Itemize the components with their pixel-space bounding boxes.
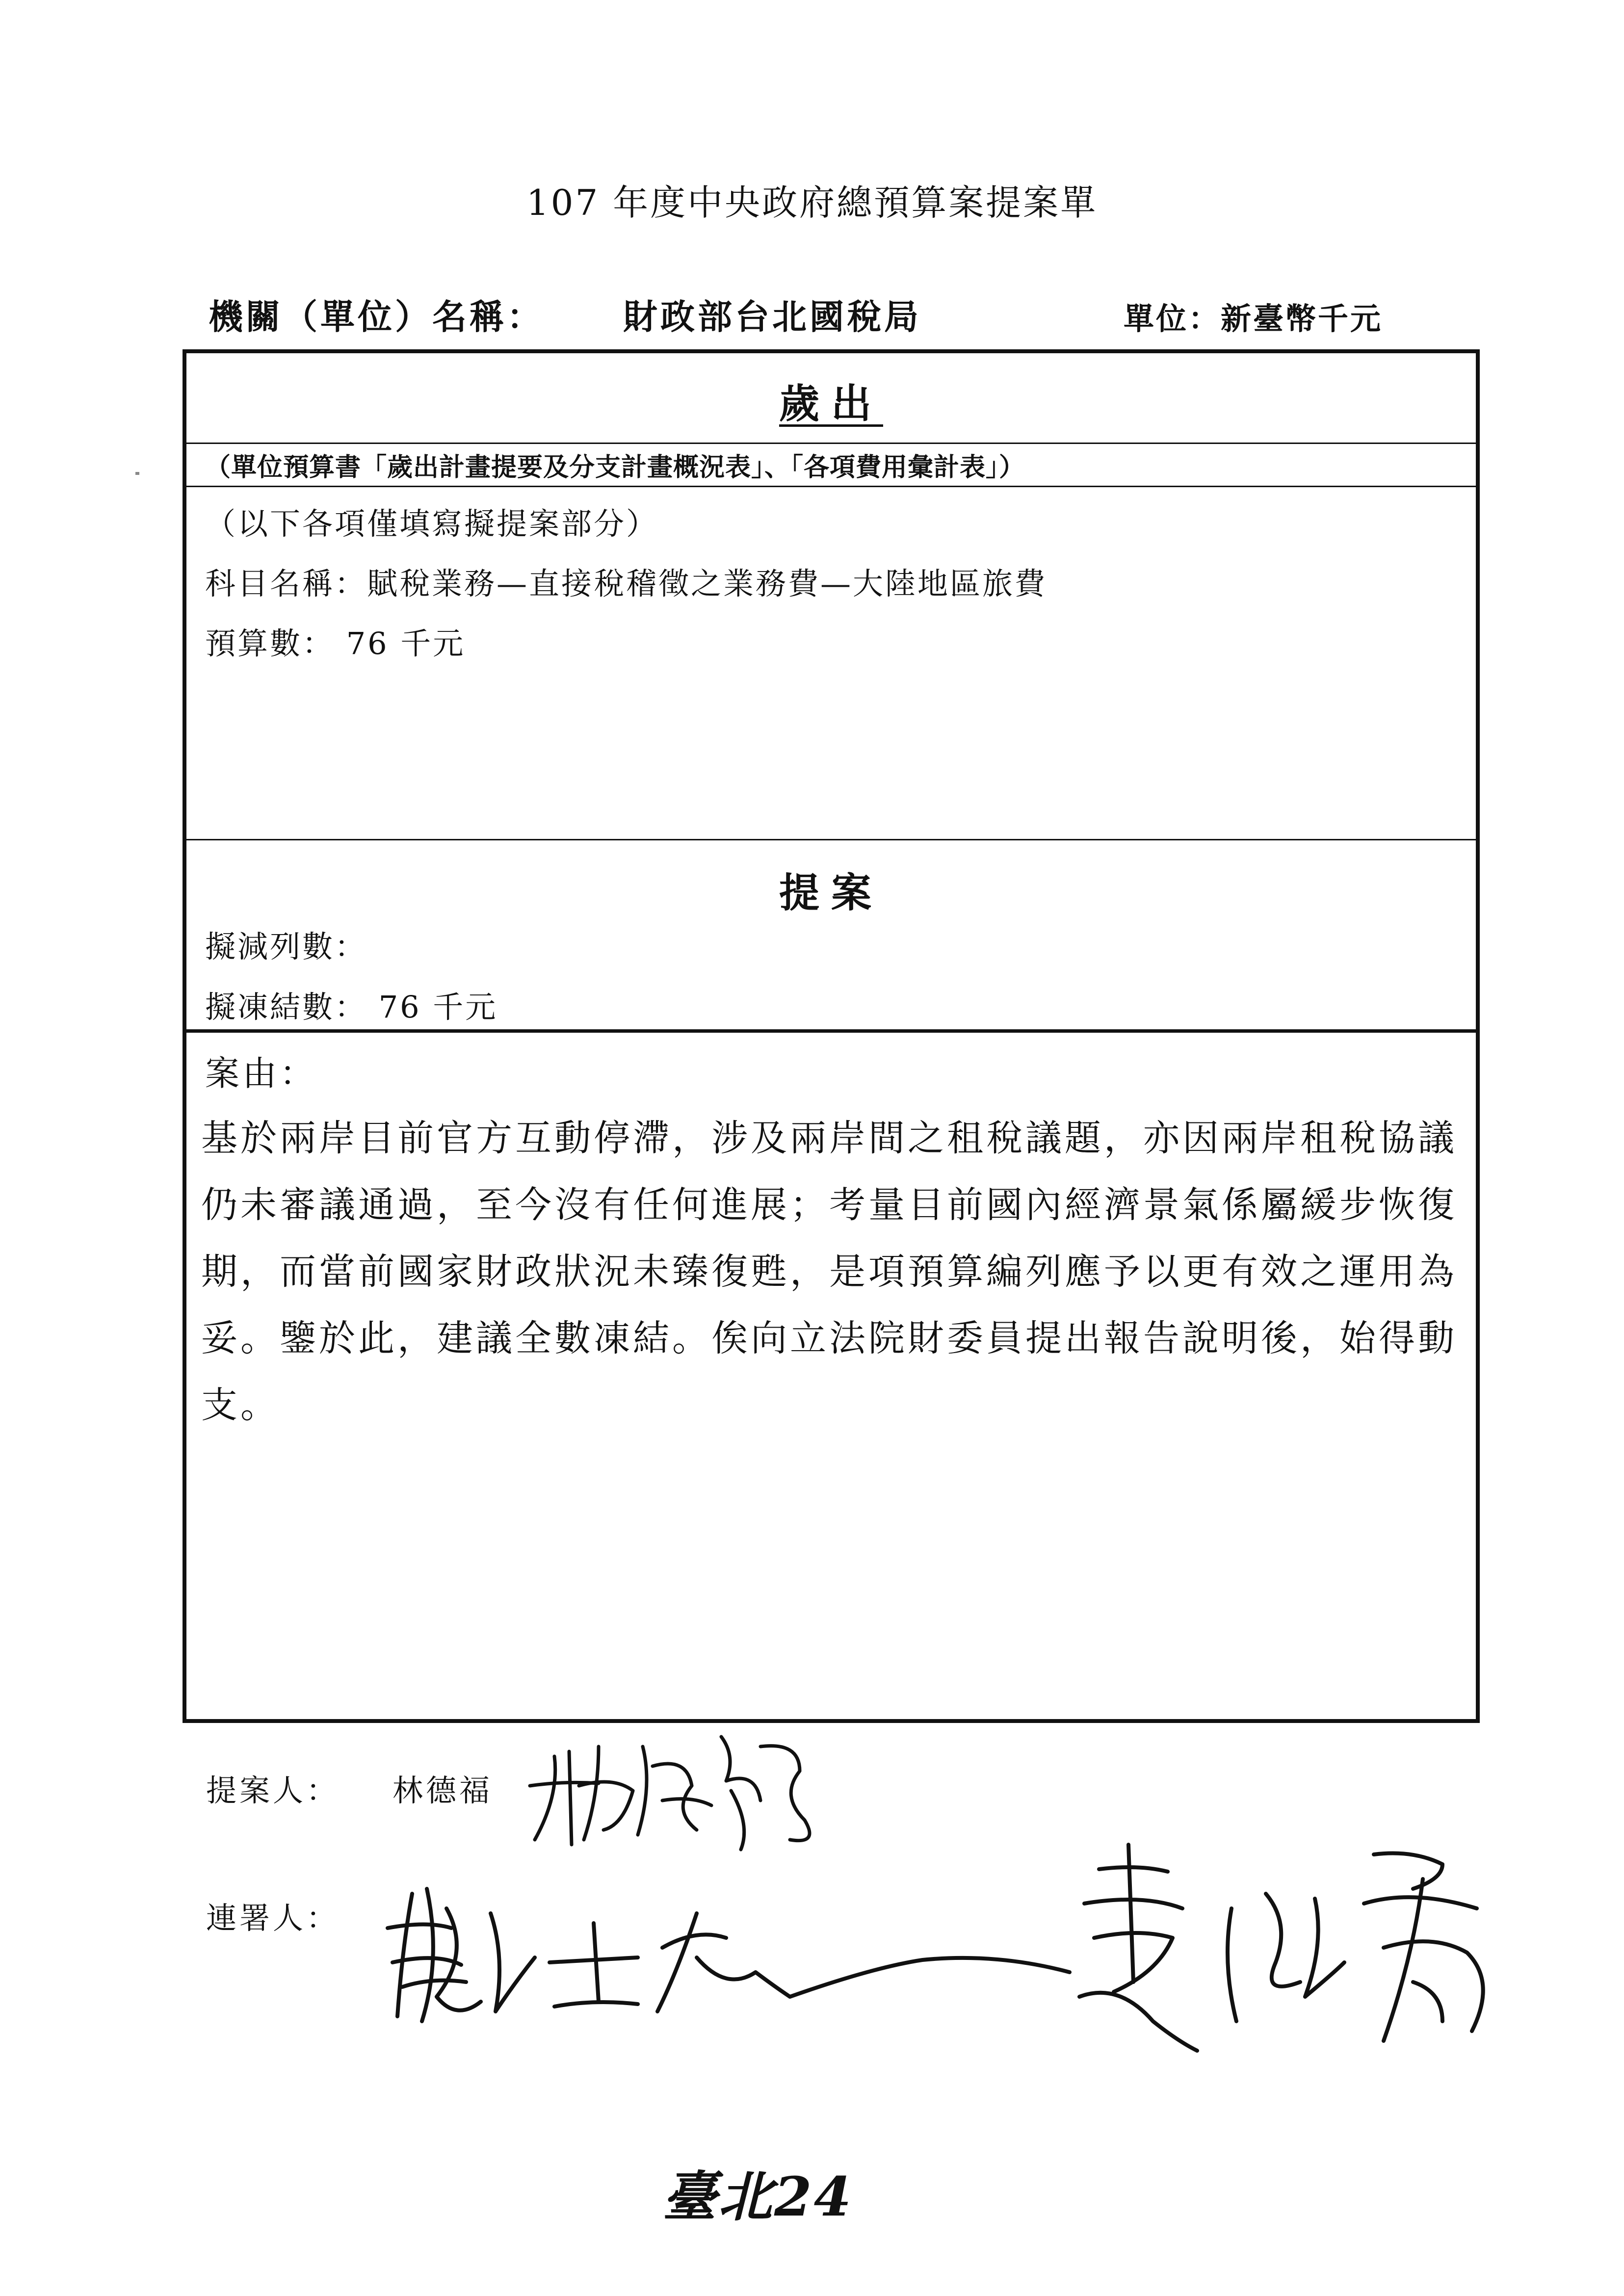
currency-unit: 單位：新臺幣千元 (1124, 301, 1383, 337)
proposer-signature (525, 1727, 819, 1856)
fill-note: （以下各項僅填寫擬提案部分） (205, 506, 659, 542)
subject-name: 科目名稱：賦稅業務—直接稅稽徵之業務費—大陸地區旅費 (205, 566, 1048, 601)
budget-amount: 預算數： 76 千元 (205, 626, 466, 661)
proposal-heading: 提案 (779, 869, 883, 916)
proposal-form (183, 349, 1480, 1723)
page-title: 107 年度中央政府總預算案提案單 (526, 182, 1098, 223)
divider (186, 839, 1476, 840)
reference-note: （單位預算書「歲出計畫提要及分支計畫概況表」、「各項費用彙計表」） (205, 452, 1025, 482)
expenditure-heading (186, 372, 1476, 429)
reason-text: 基於兩岸目前官方互動停滯，涉及兩岸間之租稅議題，亦因兩岸租稅協議仍未審議通過，至今沒有任何進展；考量目前國內經濟景氣係屬緩步恢復期，而當前國家財政狀況未臻復甦，是項預算編列應予以更有效之運用為妥。鑒於此，建議全數凍結。俟向立法院財委員提出報告說明後，始得動支。 (201, 1117, 1457, 1426)
page-number-mark: 臺北24 (662, 2165, 854, 2228)
cosigner-signature-1 (383, 1874, 1094, 2038)
scan-speck (135, 472, 139, 475)
expenditure-heading-text: 歲出 (779, 380, 883, 427)
cosigner-signature-2 (1070, 1835, 1521, 2072)
divider (186, 486, 1476, 487)
freeze-amount: 擬凍結數： 76 千元 (205, 989, 498, 1025)
reduce-amount: 擬減列數： (205, 929, 367, 965)
proposer-label: 提案人： (206, 1773, 340, 1808)
divider (186, 1029, 1476, 1033)
agency-label: 機關（單位）名稱： (209, 296, 544, 337)
cosigner-label: 連署人： (206, 1900, 340, 1936)
proposer-name: 林德福 (393, 1773, 493, 1808)
reason-label: 案由： (205, 1053, 317, 1094)
agency-name: 財政部台北國稅局 (623, 296, 921, 337)
divider (186, 443, 1476, 444)
